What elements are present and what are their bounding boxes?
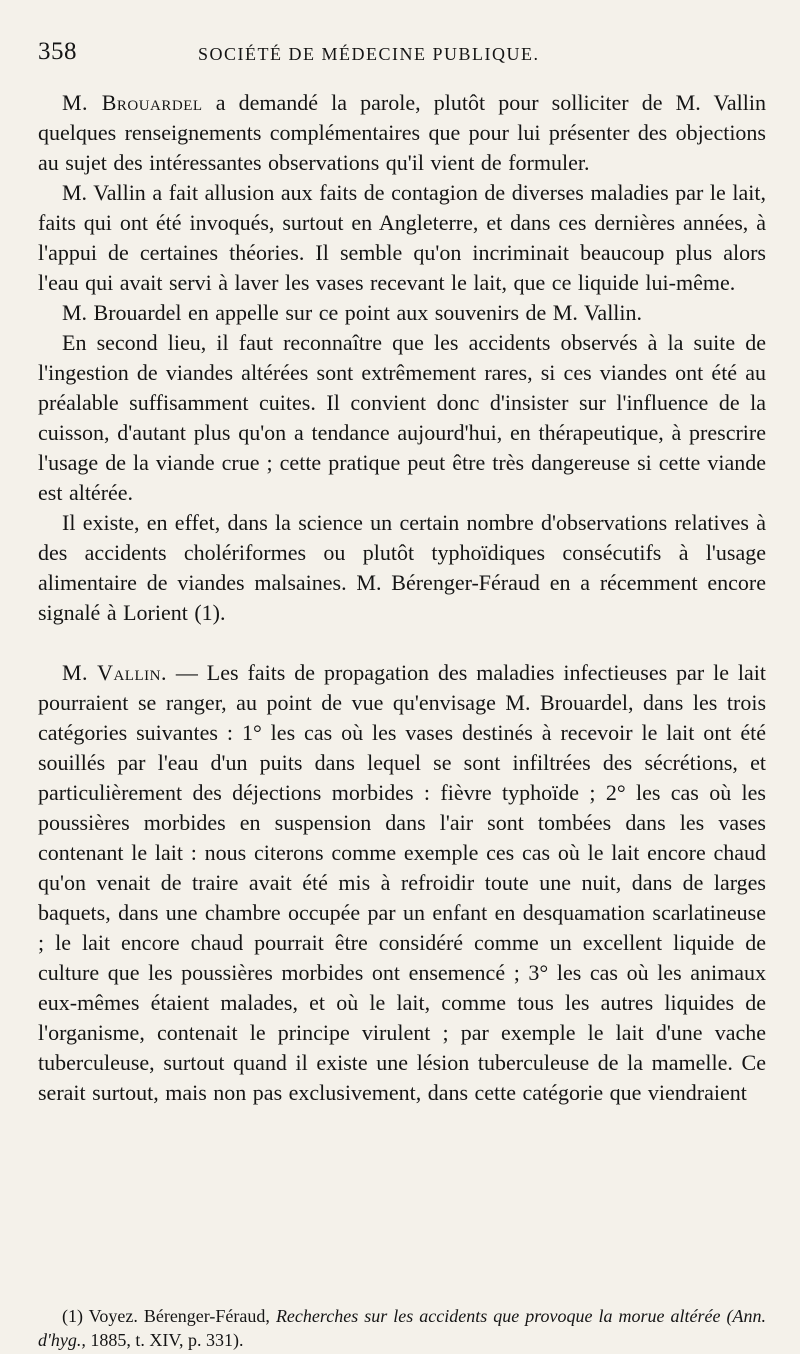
footnote-text: [38, 1304, 766, 1352]
paragraph-brouardel-intro: [38, 88, 766, 178]
paragraph-second-point: En second lieu, il faut reconnaître que les accidents observés à la suite de l'ingestion de viandes altérées sont extrêmement rares, si ces viandes ont été au préalable suffisamment cuites. Il convient donc d'insister sur l'influence de la cuisson, d'autant plus qu'on a tendance aujourd'hui, en thérapeutique, à prescrire l'usage de la viande crue ; cette pratique peut être très dangereuse si cette viande est altérée.: [38, 330, 766, 505]
speaker-name: M. Brouardel: [62, 90, 203, 115]
paragraph-vallin-contagion: M. Vallin a fait allusion aux faits de contagion de diverses maladies par le lait, faits qui ont été invoqués, surtout en Angleterre, et dans ces dernières années, à l'appui de certaines théories. Il semble qu'on incriminait beaucoup plus alors l'eau qui avait servi à laver les vases recevant le lait, que ce liquide lui-même.: [38, 180, 766, 295]
paragraph-souvenirs: M. Brouardel en appelle sur ce point aux souvenirs de M. Vallin.: [62, 300, 643, 325]
paragraph-vallin-reply: [38, 658, 766, 1108]
document-page: [38, 26, 767, 1350]
footnote: [38, 1304, 766, 1352]
footnote-marker: (1) Voyez. Bérenger-Féraud,: [62, 1306, 270, 1326]
paragraph-text: — Les faits de propagation des maladies infectieuses par le lait pourraient se ranger, au point de vue qu'envisage M. Brouardel, dans les trois catégories suivantes : 1° les cas où les vases destinés à recevoir le lait ont été souillés par l'eau d'un puits dans lequel se sont infiltrées des sécrétions, et particulièrement des déjections morbides : fièvre typhoïde ; 2° les cas où les poussières morbides en suspension dans l'air sont tombées dans les vases contenant le lait : nous citerons comme exemple ces cas où le lait encore chaud qu'on venait de traire avait été mis à refroidir toute une nuit, dans de larges baquets, dans une chambre occupée par un enfant en desquamation scarlatineuse ; le lait encore chaud pourrait être considéré comme un excellent liquide de culture que les poussières morbides ont ensemencé ; 3° les cas où les animaux eux-mêmes étaient malades, et où le lait, comme tous les autres liquides de l'organisme, contenait le principe virulent ; par exemple le lait d'une vache tuberculeuse, surtout quand il existe une lésion tuberculeuse de la mamelle. Ce serait surtout, mais non pas exclusivement, dans cette catégorie que viendraient: [38, 660, 767, 1105]
footnote-ref: 1885, t. XIV, p. 331).: [90, 1330, 244, 1350]
paragraph-text: a demandé la parole, plutôt pour solliciter de M. Vallin quelques renseignements complémentaires que pour lui présenter des objections au sujet des intéressantes observations qu'il vient de formuler.: [38, 90, 767, 175]
body-text: [38, 88, 766, 1108]
page-header: [38, 26, 766, 71]
footnote-title: Recherches sur les accidents que provoque la morue altérée: [275, 1306, 721, 1326]
page-number: 358: [38, 38, 77, 65]
speaker-name: M. Vallin.: [62, 660, 167, 685]
footnote-source: (Ann. d'hyg.,: [38, 1306, 767, 1350]
running-head: SOCIÉTÉ DE MÉDECINE PUBLIQUE.: [198, 44, 540, 64]
paragraph-observations: Il existe, en effet, dans la science un certain nombre d'observations relatives à des accidents cholériformes ou plutôt typhoïdiques consécutifs à l'usage alimentaire de viandes malsaines. M. Bérenger-Féraud en a récemment encore signalé à Lorient (1).: [38, 510, 766, 625]
